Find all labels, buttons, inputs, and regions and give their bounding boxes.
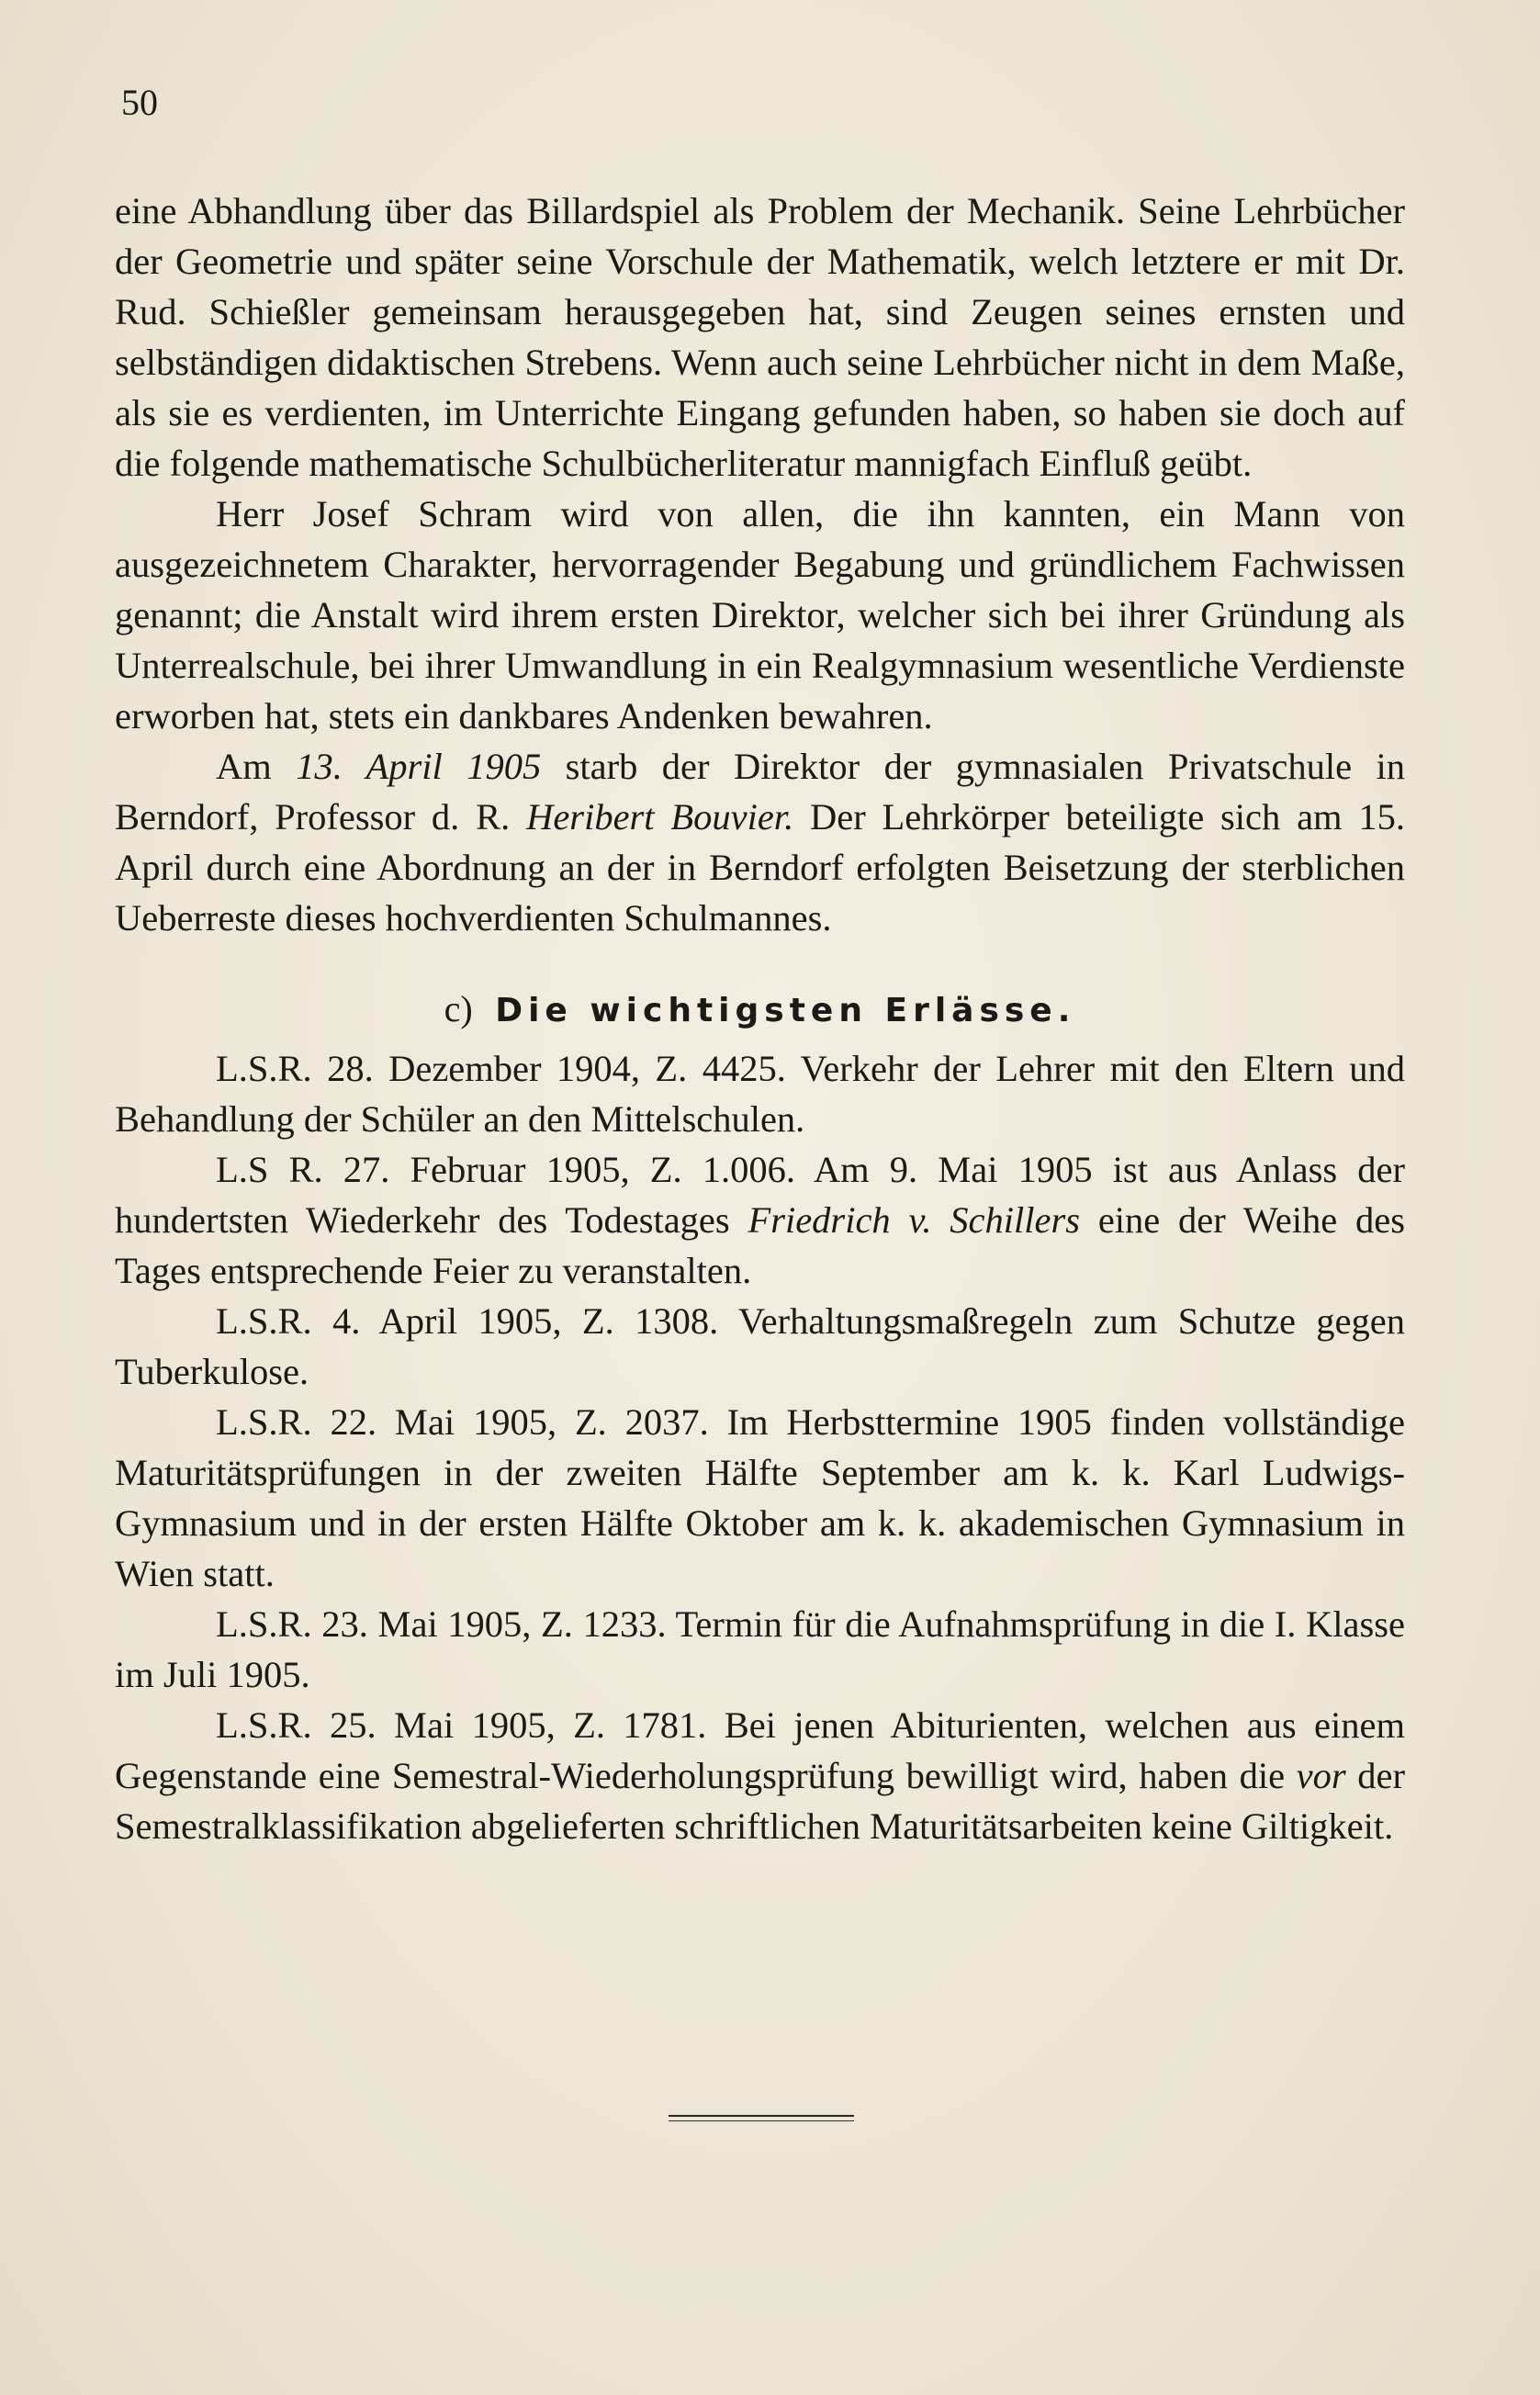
decree-6-vor: vor (1296, 1755, 1346, 1796)
decree-6-text-1: L.S.R. 25. Mai 1905, Z. 1781. Bei jenen Abiturienten, welchen aus einem Gegenstande eine Semestral-Wiederholungsprüfung bewilligt wird, haben die (115, 1704, 1405, 1796)
decree-2-schiller: Friedrich v. Schillers (748, 1199, 1081, 1241)
page-number: 50 (121, 82, 158, 123)
decree-6 (115, 1700, 1405, 1851)
decree-2 (115, 1144, 1405, 1296)
section-title: Die wichtigsten Erlässe. (495, 992, 1076, 1029)
section-prefix: c) (444, 988, 473, 1029)
decree-6-text-2: der Semestralklassifikation abgelieferten schriftlichen Maturitätsarbeiten keine Giltigkeit. (115, 1755, 1405, 1847)
decree-2-text-2: eine der Weihe des Tages entsprechende Feier zu veranstalten. (115, 1199, 1405, 1291)
paragraph-schram-works: eine Abhandlung über das Billardspiel als Problem der Mechanik. Seine Lehrbücher der Geometrie und später seine Vorschule der Mathematik, welch letztere er mit Dr. Rud. Schießler gemeinsam herausgegeben hat, sind Zeugen seines ernsten und selbständigen didaktischen Strebens. Wenn auch seine Lehrbücher nicht in dem Maße, als sie es verdienten, im Unterrichte Eingang gefunden haben, so haben sie doch auf die folgende mathematische Schulbücherliteratur mannigfach Einfluß geübt. (115, 190, 1405, 484)
bouvier-date: 13. April 1905 (296, 746, 542, 787)
decree-2-text-1: L.S R. 27. Februar 1905, Z. 1.006. Am 9. Mai 1905 ist aus Anlass der hundertsten Wiederkehr des Todestages (115, 1149, 1405, 1241)
bouvier-text-3: Der Lehrkörper beteiligte sich am 15. April durch eine Abordnung an der in Berndorf erfolgten Beisetzung der sterblichen Ueberreste dieses hochverdienten Schulmannes. (115, 796, 1405, 939)
bouvier-name: Heribert Bouvier. (526, 796, 794, 838)
paragraph-bouvier-death (115, 741, 1405, 943)
decree-5: L.S.R. 23. Mai 1905, Z. 1233. Termin für die Aufnahmsprüfung in die I. Klasse im Juli 1905. (115, 1603, 1405, 1695)
closing-double-rule (669, 2115, 854, 2117)
decree-4: L.S.R. 22. Mai 1905, Z. 2037. Im Herbsttermine 1905 finden vollständige Maturitätsprüfungen in der zweiten Hälfte September am k. k. Karl Ludwigs-Gymnasium und in der ersten Hälfte Oktober am k. k. akademischen Gymnasium in Wien statt. (115, 1401, 1405, 1594)
decree-1: L.S.R. 28. Dezember 1904, Z. 4425. Verkehr der Lehrer mit den Eltern und Behandlung der Schüler an den Mittelschulen. (115, 1048, 1405, 1140)
section-heading (115, 983, 1405, 1038)
decree-3: L.S.R. 4. April 1905, Z. 1308. Verhaltungsmaßregeln zum Schutze gegen Tuberkulose. (115, 1300, 1405, 1392)
paragraph-schram-character: Herr Josef Schram wird von allen, die ihn kannten, ein Mann von ausgezeichnetem Charakter, hervorragender Begabung und gründlichem Fachwissen genannt; die Anstalt wird ihrem ersten Direktor, welcher sich bei ihrer Gründung als Unterrealschule, bei ihrer Umwandlung in ein Realgymnasium wesentliche Verdienste erworben hat, stets ein dankbares Andenken bewahren. (115, 493, 1405, 736)
body-text (115, 186, 1405, 1851)
bouvier-text-1: Am (216, 746, 297, 787)
bouvier-text-2: starb der Direktor der gymnasialen Privatschule in Berndorf, Professor d. R. (115, 746, 1405, 838)
